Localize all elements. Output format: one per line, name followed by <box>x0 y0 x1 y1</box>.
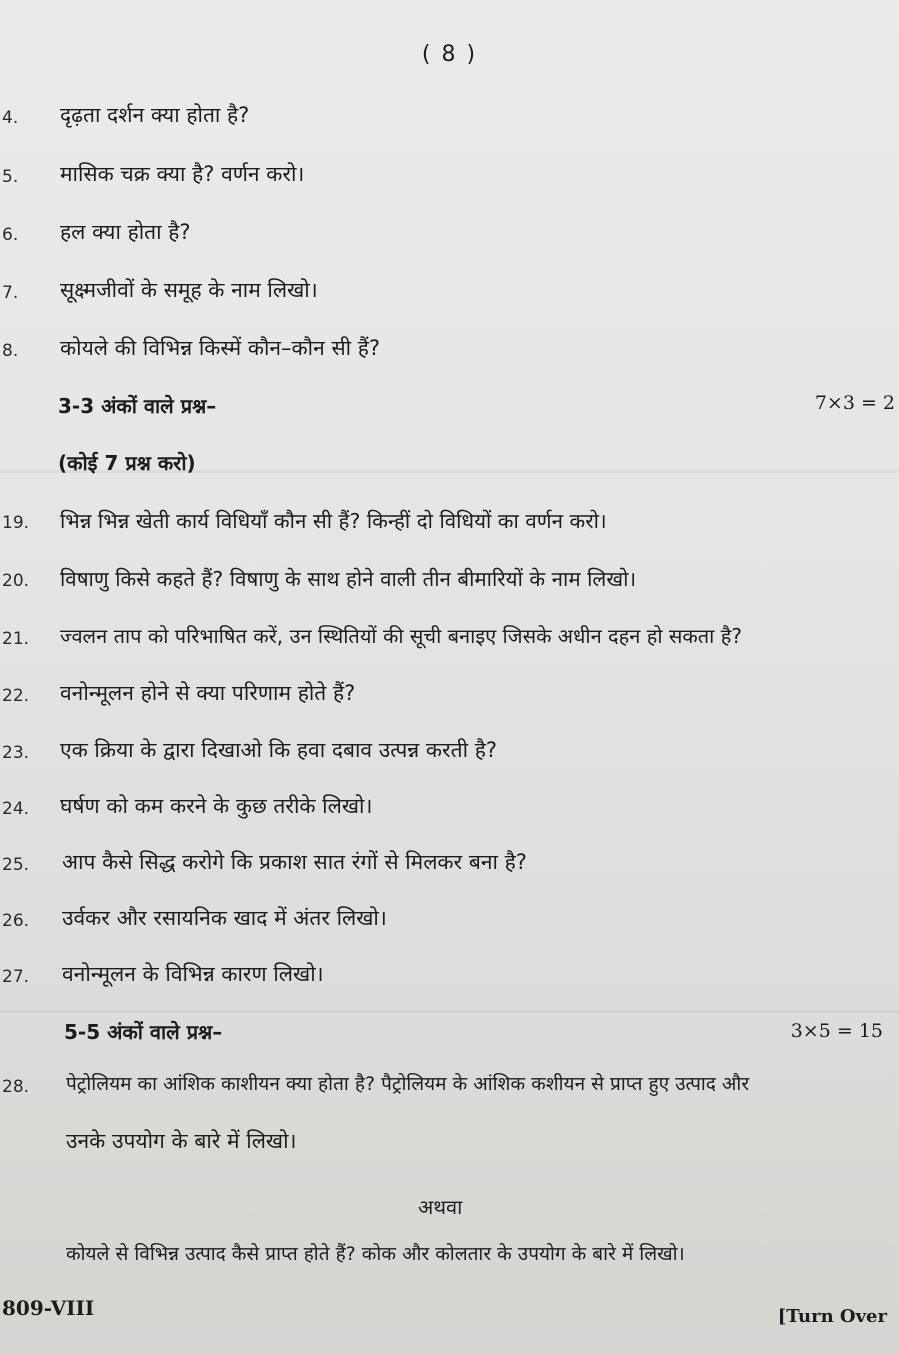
question-number: 23. <box>2 743 30 763</box>
question-text: वनोन्मूलन होने से क्या परिणाम होते हैं? <box>60 681 356 705</box>
question-text: आप कैसे सिद्ध करोगे कि प्रकाश सात रंगों से मिलकर बना है? <box>62 850 527 874</box>
section-marks: 3×5 = 15 <box>790 1020 883 1042</box>
question-number: 21. <box>2 629 30 649</box>
section-heading-5-marks: 5-5 अंकों वाले प्रश्न– <box>64 1020 223 1044</box>
paper-fold <box>0 1010 899 1013</box>
question-text: हल क्या होता है? <box>60 220 191 244</box>
question-number: 25. <box>2 855 30 875</box>
alternative-question-text: कोयले से विभिन्न उत्पाद कैसे प्राप्त होते हैं? कोक और कोलतार के उपयोग के बारे में लिखो। <box>66 1243 685 1265</box>
question-text: घर्षण को कम करने के कुछ तरीके लिखो। <box>60 794 373 818</box>
question-text: सूक्ष्मजीवों के समूह के नाम लिखो। <box>60 278 318 302</box>
question-text: पेट्रोलियम का आंशिक काशीयन क्या होता है? पैट्रोलियम के आंशिक कशीयन से प्राप्त हुए उत्पाद और <box>66 1073 750 1095</box>
page-number: ( 8 ) <box>421 42 478 67</box>
question-number: 5. <box>2 167 19 187</box>
question-text: भिन्न भिन्न खेती कार्य विधियाँ कौन सी हैं? किन्हीं दो विधियों का वर्णन करो। <box>60 509 607 533</box>
question-text: वनोन्मूलन के विभिन्न कारण लिखो। <box>62 962 324 986</box>
question-text: उर्वकर और रसायनिक खाद में अंतर लिखो। <box>62 906 387 930</box>
question-number: 7. <box>2 283 19 303</box>
question-number: 28. <box>2 1077 30 1097</box>
question-text: दृढ़ता दर्शन क्या होता है? <box>60 103 250 127</box>
question-number: 19. <box>2 513 30 533</box>
question-number: 20. <box>2 571 30 591</box>
question-number: 27. <box>2 967 30 987</box>
section-instruction: (कोई 7 प्रश्न करो) <box>58 451 196 475</box>
question-text: मासिक चक्र क्या है? वर्णन करो। <box>60 162 305 186</box>
question-text: विषाणु किसे कहते हैं? विषाणु के साथ होने वाली तीन बीमारियों के नाम लिखो। <box>60 567 637 591</box>
question-number: 22. <box>2 686 30 706</box>
or-label: अथवा <box>418 1195 463 1219</box>
question-text: कोयले की विभिन्न किस्में कौन–कौन सी हैं? <box>60 336 381 360</box>
turn-over-label: [Turn Over <box>777 1306 887 1327</box>
question-text: ज्वलन ताप को परिभाषित करें, उन स्थितियों की सूची बनाइए जिसके अधीन दहन हो सकता है? <box>60 624 742 648</box>
question-number: 8. <box>2 341 19 361</box>
section-heading-3-marks: 3-3 अंकों वाले प्रश्न– <box>58 394 217 418</box>
question-number: 6. <box>2 225 19 245</box>
question-number: 24. <box>2 799 30 819</box>
section-marks: 7×3 = 2 <box>814 392 895 414</box>
question-text-continued: उनके उपयोग के बारे में लिखो। <box>66 1129 297 1153</box>
question-text: एक क्रिया के द्वारा दिखाओ कि हवा दबाव उत्पन्न करती है? <box>60 738 497 762</box>
question-number: 26. <box>2 911 30 931</box>
question-number: 4. <box>2 108 19 128</box>
paper-code: 809-VIII <box>2 1296 95 1320</box>
